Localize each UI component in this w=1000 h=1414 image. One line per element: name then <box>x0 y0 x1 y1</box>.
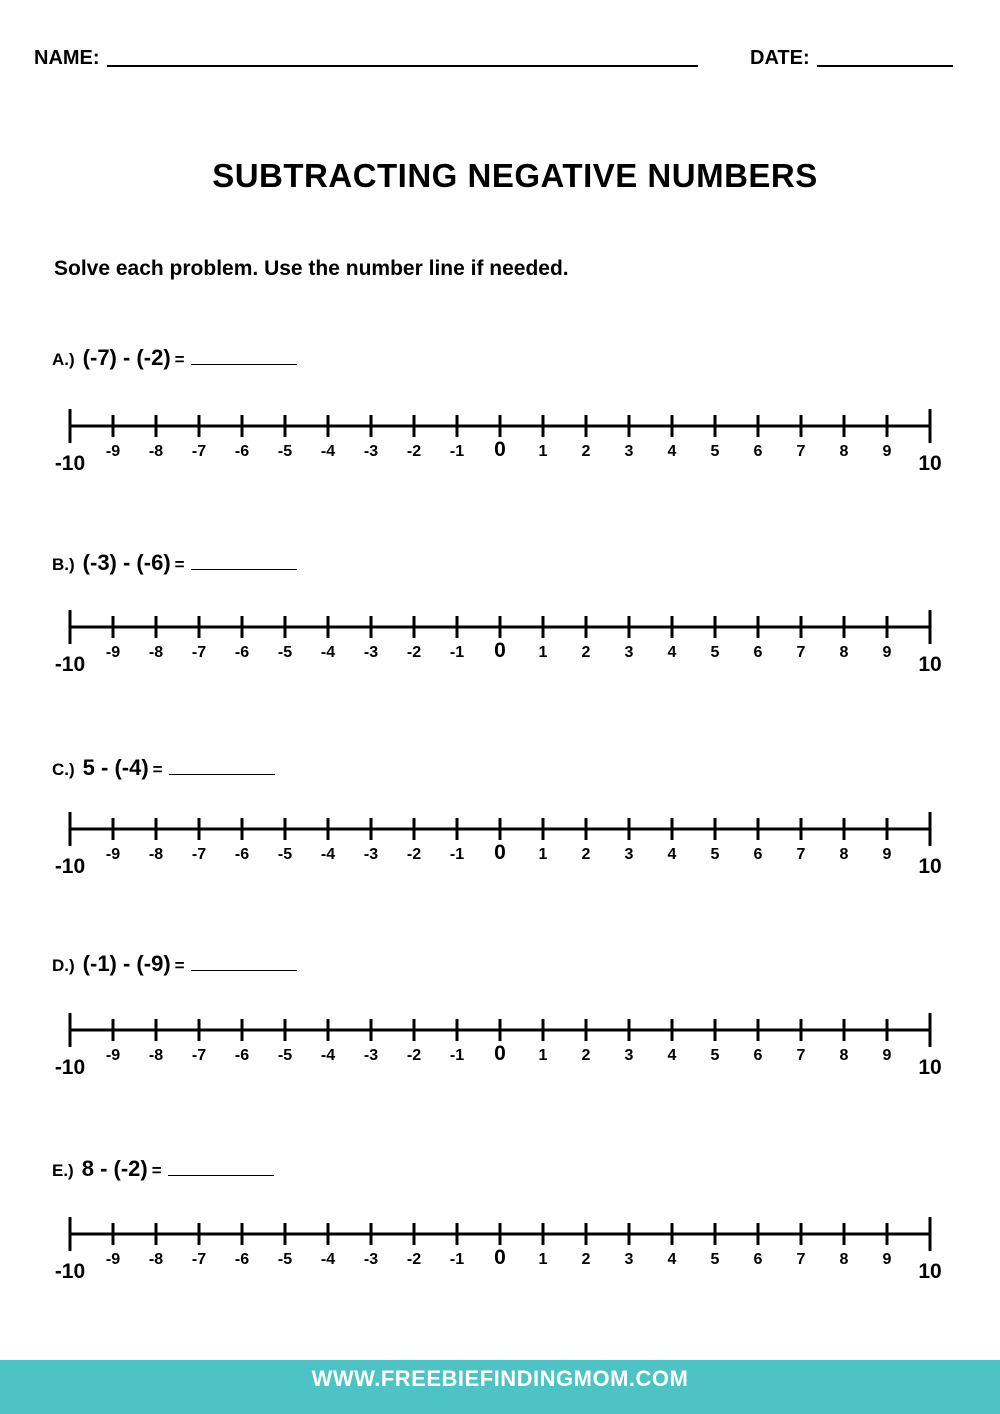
tick-label: -3 <box>363 1251 379 1268</box>
tick-label: 10 <box>918 653 942 676</box>
tick-label: 3 <box>624 443 634 460</box>
tick-label: -4 <box>320 443 336 460</box>
number-line <box>0 803 1000 883</box>
tick-label: -6 <box>234 443 250 460</box>
tick-label: -1 <box>449 443 465 460</box>
tick-label: 0 <box>494 1042 506 1065</box>
tick-label: -8 <box>148 1251 164 1268</box>
problem-letter: B.) <box>52 555 75 574</box>
problem-letter: C.) <box>52 760 75 779</box>
tick-label: 10 <box>918 452 942 475</box>
tick-label: -6 <box>234 1047 250 1064</box>
tick-label: 1 <box>538 1251 548 1268</box>
tick-label: -4 <box>320 1047 336 1064</box>
tick-label: 3 <box>624 1047 634 1064</box>
answer-blank[interactable] <box>191 350 297 365</box>
tick-label: 2 <box>581 1251 591 1268</box>
tick-label: 8 <box>839 443 849 460</box>
problem-expression: 8 - (-2) <box>81 1156 148 1181</box>
tick-label: -6 <box>234 846 250 863</box>
tick-label: -5 <box>277 1047 293 1064</box>
problem-b <box>52 550 297 576</box>
tick-label: 6 <box>753 846 763 863</box>
footer-website: WWW.FREEBIEFINDINGMOM.COM <box>0 1360 1000 1414</box>
problem-e <box>52 1156 274 1182</box>
tick-label: 6 <box>753 443 763 460</box>
tick-label: -2 <box>406 1047 422 1064</box>
tick-label: -1 <box>449 1251 465 1268</box>
tick-label: 10 <box>918 1260 942 1283</box>
tick-label: -1 <box>449 1047 465 1064</box>
tick-label: 9 <box>882 1047 892 1064</box>
tick-label: -8 <box>148 644 164 661</box>
tick-label: 2 <box>581 644 591 661</box>
number-line <box>0 601 1000 681</box>
tick-label: 10 <box>918 855 942 878</box>
answer-blank[interactable] <box>168 1161 274 1176</box>
tick-label: -1 <box>449 644 465 661</box>
tick-label: -9 <box>105 1251 121 1268</box>
tick-label: 4 <box>667 1047 677 1064</box>
tick-label: 0 <box>494 1246 506 1269</box>
tick-label: 5 <box>710 846 720 863</box>
tick-label: 3 <box>624 846 634 863</box>
tick-label: -7 <box>191 1251 207 1268</box>
tick-label: 1 <box>538 1047 548 1064</box>
tick-label: -10 <box>54 653 86 676</box>
tick-label: -8 <box>148 1047 164 1064</box>
date-line[interactable] <box>817 65 953 67</box>
tick-label: -4 <box>320 644 336 661</box>
number-line <box>0 1208 1000 1288</box>
problem-expression: 5 - (-4) <box>82 755 149 780</box>
tick-label: 2 <box>581 1047 591 1064</box>
equals-sign: = <box>151 1161 162 1180</box>
tick-label: -5 <box>277 846 293 863</box>
equals-sign: = <box>174 350 185 369</box>
tick-label: 9 <box>882 846 892 863</box>
tick-label: 8 <box>839 1251 849 1268</box>
tick-label: 0 <box>494 639 506 662</box>
tick-label: -3 <box>363 1047 379 1064</box>
tick-label: 3 <box>624 644 634 661</box>
problem-expression: (-7) - (-2) <box>82 345 171 370</box>
problem-a <box>52 345 297 371</box>
number-line-svg <box>0 1208 1000 1288</box>
number-line-svg <box>0 803 1000 883</box>
tick-label: -2 <box>406 644 422 661</box>
instructions: Solve each problem. Use the number line if needed. <box>54 257 569 280</box>
tick-label: 1 <box>538 846 548 863</box>
tick-label: 7 <box>796 1047 806 1064</box>
number-line <box>0 1004 1000 1084</box>
tick-label: -10 <box>54 1260 86 1283</box>
tick-label: -3 <box>363 443 379 460</box>
tick-label: 9 <box>882 644 892 661</box>
tick-label: -9 <box>105 1047 121 1064</box>
answer-blank[interactable] <box>191 555 297 570</box>
equals-sign: = <box>152 760 163 779</box>
tick-label: 7 <box>796 1251 806 1268</box>
worksheet-title: SUBTRACTING NEGATIVE NUMBERS <box>212 157 818 194</box>
name-label: NAME: <box>34 47 100 69</box>
tick-label: 5 <box>710 1251 720 1268</box>
tick-label: -10 <box>54 1056 86 1079</box>
tick-label: 0 <box>494 841 506 864</box>
tick-label: -9 <box>105 846 121 863</box>
equals-sign: = <box>174 956 185 975</box>
tick-label: -8 <box>148 846 164 863</box>
problem-letter: A.) <box>52 350 75 369</box>
tick-label: 7 <box>796 644 806 661</box>
tick-label: -10 <box>54 855 86 878</box>
tick-label: -1 <box>449 846 465 863</box>
tick-label: -3 <box>363 846 379 863</box>
number-line <box>0 400 1000 480</box>
tick-label: 2 <box>581 846 591 863</box>
tick-label: 3 <box>624 1251 634 1268</box>
name-line[interactable] <box>107 65 698 67</box>
tick-label: 6 <box>753 1251 763 1268</box>
number-line-svg <box>0 601 1000 681</box>
tick-label: -5 <box>277 443 293 460</box>
tick-label: -6 <box>234 1251 250 1268</box>
tick-label: 0 <box>494 438 506 461</box>
tick-label: -7 <box>191 846 207 863</box>
tick-label: -3 <box>363 644 379 661</box>
tick-label: 6 <box>753 1047 763 1064</box>
tick-label: 5 <box>710 644 720 661</box>
tick-label: -7 <box>191 443 207 460</box>
tick-label: 7 <box>796 443 806 460</box>
tick-label: 6 <box>753 644 763 661</box>
tick-label: 8 <box>839 644 849 661</box>
problem-expression: (-3) - (-6) <box>82 550 171 575</box>
tick-label: 1 <box>538 644 548 661</box>
tick-label: -5 <box>277 644 293 661</box>
tick-label: -4 <box>320 846 336 863</box>
tick-label: -9 <box>105 644 121 661</box>
problem-letter: D.) <box>52 956 75 975</box>
tick-label: 10 <box>918 1056 942 1079</box>
tick-label: 1 <box>538 443 548 460</box>
problem-d <box>52 951 297 977</box>
problem-letter: E.) <box>52 1161 74 1180</box>
answer-blank[interactable] <box>191 956 297 971</box>
answer-blank[interactable] <box>169 760 275 775</box>
tick-label: 9 <box>882 443 892 460</box>
tick-label: 4 <box>667 644 677 661</box>
tick-label: -5 <box>277 1251 293 1268</box>
tick-label: 5 <box>710 1047 720 1064</box>
tick-label: -7 <box>191 644 207 661</box>
tick-label: -10 <box>54 452 86 475</box>
tick-label: -2 <box>406 443 422 460</box>
tick-label: 7 <box>796 846 806 863</box>
tick-label: 4 <box>667 443 677 460</box>
equals-sign: = <box>174 555 185 574</box>
tick-label: -2 <box>406 1251 422 1268</box>
tick-label: -6 <box>234 644 250 661</box>
tick-label: -4 <box>320 1251 336 1268</box>
problem-expression: (-1) - (-9) <box>82 951 171 976</box>
tick-label: -9 <box>105 443 121 460</box>
tick-label: 4 <box>667 1251 677 1268</box>
tick-label: 2 <box>581 443 591 460</box>
number-line-svg <box>0 400 1000 480</box>
problem-c <box>52 755 275 781</box>
date-label: DATE: <box>750 47 810 69</box>
tick-label: 4 <box>667 846 677 863</box>
tick-label: -8 <box>148 443 164 460</box>
tick-label: 9 <box>882 1251 892 1268</box>
tick-label: 8 <box>839 846 849 863</box>
tick-label: -7 <box>191 1047 207 1064</box>
tick-label: 8 <box>839 1047 849 1064</box>
tick-label: 5 <box>710 443 720 460</box>
number-line-svg <box>0 1004 1000 1084</box>
tick-label: -2 <box>406 846 422 863</box>
